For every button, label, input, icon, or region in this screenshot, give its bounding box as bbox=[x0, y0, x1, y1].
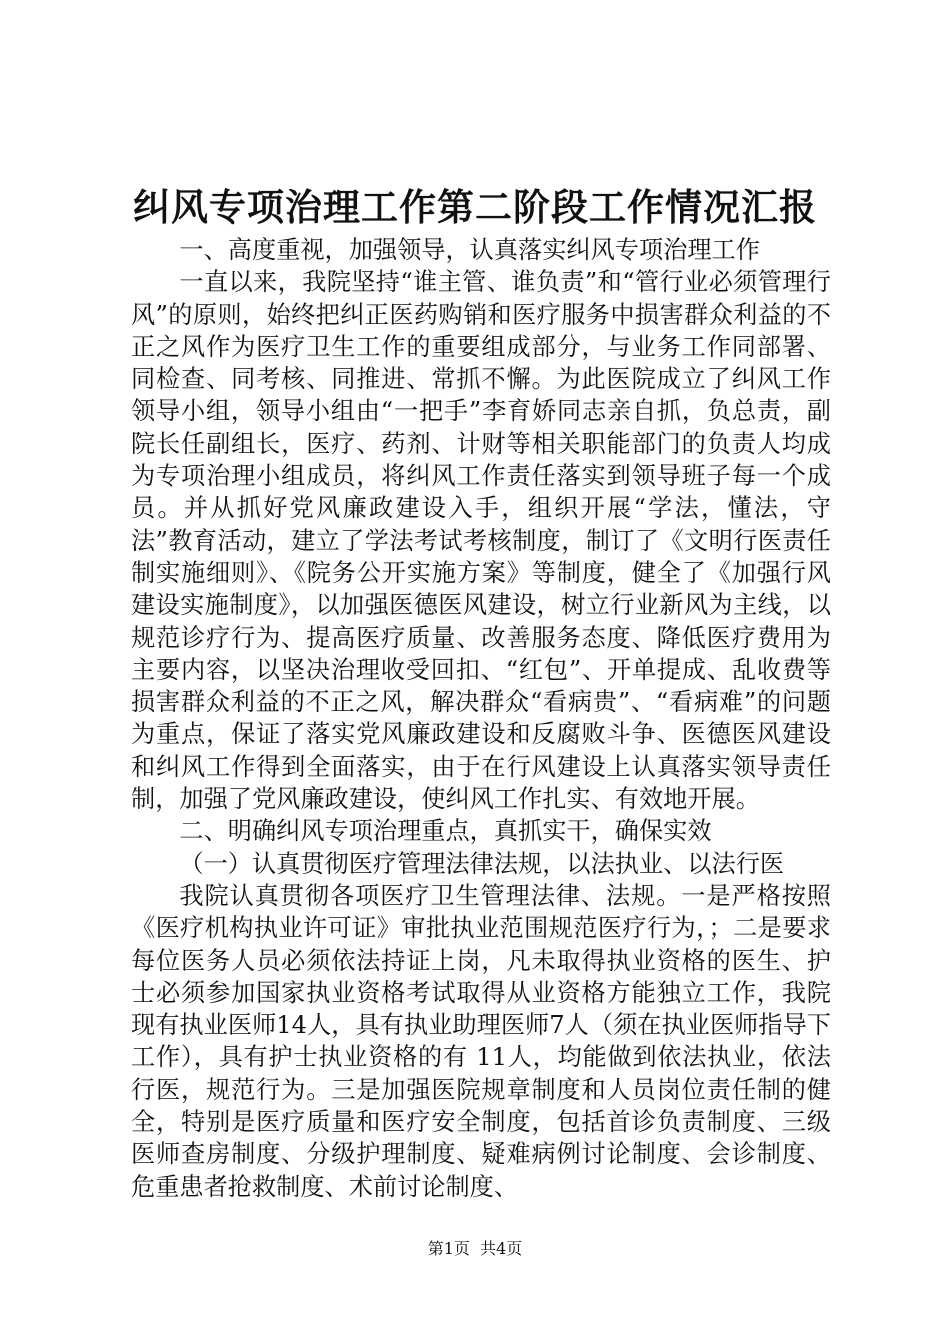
section-heading: 二、明确纠风专项治理重点，真抓实干，确保实效 bbox=[179, 817, 712, 846]
document-body bbox=[131, 234, 831, 1203]
page-number: 第1页 bbox=[427, 1239, 470, 1258]
body-paragraph: 一直以来，我院坚持“谁主管、谁负责”和“管行业必须管理行风”的原则，始终把纠正医药购销和医疗服务中损害群众利益的不正之风作为医疗卫生工作的重要组成部分，与业务工作同部署、同检查、同考核、同推进、常抓不懈。为此医院成立了纠风工作领导小组，领导小组由“一把手”李育娇同志亲自抓，负总责，副院长任副组长，医疗、药剂、计财等相关职能部门的负责人均成为专项治理小组成员，将纠风工作责任落实到领导班子每一个成员。并从抓好党风廉政建设入手，组织开展“学法，懂法，守法”教育活动，建立了学法考试考核制度，制订了《文明行医责任制实施细则》、《院务公开实施方案》等制度，健全了《加强行风建设实施制度》，以加强医德医风建设，树立行业新风为主线，以规范诊疗行为、提高医疗质量、改善服务态度、降低医疗费用为主要内容，以坚决治理收受回扣、“红包”、开单提成、乱收费等损害群众利益的不正之风，解决群众“看病贵”、“看病难”的问题为重点，保证了落实党风廉政建设和反腐败斗争、医德医风建设和纠风工作得到全面落实，由于在行风建设上认真落实领导责任制，加强了党风廉政建设，使纠风工作扎实、有效地开展。 bbox=[131, 268, 831, 814]
page-footer bbox=[0, 1238, 950, 1260]
subsection-heading: （一）认真贯彻医疗管理法律法规，以法执业、以法行医 bbox=[179, 849, 785, 878]
document-title: 纠风专项治理工作第二阶段工作情况汇报 bbox=[133, 185, 817, 229]
body-paragraph: 我院认真贯彻各项医疗卫生管理法律、法规。一是严格按照《医疗机构执业许可证》审批执业范围规范医疗行为，；二是要求每位医务人员必须依法持证上岗，凡未取得执业资格的医生、护士必须参加国家执业资格考试取得从业资格方能独立工作，我院现有执业医师14人，具有执业助理医师7人（须在执业医师指导下工作），具有护士执业资格的有 11人，均能做到依法执业，依法行医，规范行为。三是加强医院规章制度和人员岗位责任制的健全，特别是医疗质量和医疗安全制度，包括首诊负责制度、三级医师查房制度、分级护理制度、疑难病例讨论制度、会诊制度、危重患者抢救制度、术前讨论制度、 bbox=[131, 881, 831, 1201]
section-heading: 一、高度重视，加强领导，认真落实纠风专项治理工作 bbox=[179, 236, 760, 264]
page-total: 共4页 bbox=[480, 1239, 523, 1258]
